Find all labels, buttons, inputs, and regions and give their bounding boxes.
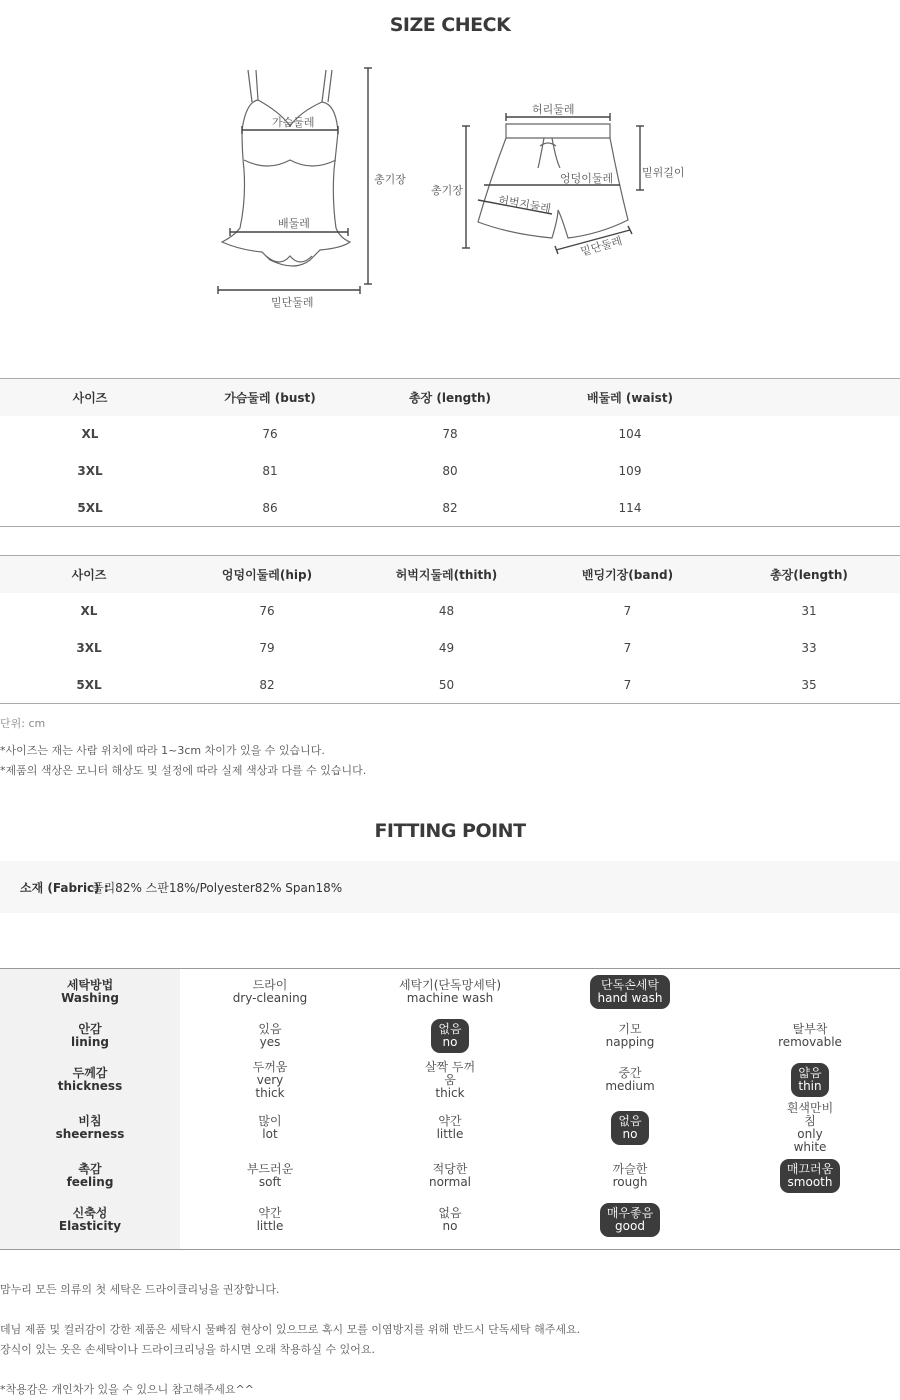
value-cell: 86: [262, 500, 278, 515]
fitting-option-en: only white: [793, 1127, 827, 1154]
fitting-option-selected: [780, 1159, 840, 1193]
fitting-option-en: removable: [778, 1035, 842, 1049]
value-cell: 49: [438, 641, 455, 655]
table-header-row: [0, 556, 900, 593]
label-length: 총기장: [374, 173, 406, 186]
label-shorts-hem: 밑단둘레: [579, 234, 624, 259]
fitting-option-en: rough: [612, 1175, 648, 1189]
label-waist: 배둘레: [278, 217, 310, 230]
decoration-note: 장식이 있는 옷은 손세탁이나 드라이크리닝을 하시면 오래 착용하실 수 있어요.: [0, 1343, 375, 1356]
header-cell: 배둘레 (waist): [540, 379, 720, 416]
fitting-option: [598, 1063, 661, 1097]
fit-feel-note: *착용감은 개인차가 있을 수 있으니 참고해주세요^^: [0, 1383, 254, 1396]
fitting-table: [0, 968, 900, 1250]
value-cell: 48: [438, 604, 455, 618]
fitting-option-en: no: [622, 1127, 638, 1141]
fabric-info: [0, 861, 900, 913]
fitting-option: [430, 1111, 471, 1145]
label-shorts-length: 총기장: [431, 184, 463, 197]
fitting-option-cell: [540, 1105, 720, 1151]
fitting-option-cell: [720, 1057, 900, 1103]
fabric-value: 폴리82% 스판18%/Polyester82% Span18%: [92, 881, 343, 895]
fitting-option-selected: [590, 975, 669, 1009]
fitting-option-en: thick: [435, 1085, 465, 1100]
fitting-option-en: soft: [258, 1175, 282, 1189]
color-note: *제품의 색상은 모니터 해상도 및 설정에 따라 실제 색상과 다를 수 있습니다.: [0, 764, 367, 777]
value-cell: [720, 490, 900, 527]
fitting-row-header: [0, 969, 180, 1015]
label-bust: 가슴둘레: [272, 116, 315, 129]
label-shorts-thigh: 허벅지둘레: [497, 193, 552, 216]
fitting-row-label-en: lining: [70, 1035, 109, 1049]
value-cell: 7: [623, 677, 632, 692]
fitting-option-en: thin: [798, 1079, 822, 1093]
fitting-row-label-en: Washing: [61, 991, 119, 1005]
fitting-option-ko: 드라이: [252, 978, 288, 992]
fitting-point-title: FITTING POINT: [374, 820, 526, 842]
fitting-option-selected: [431, 1019, 468, 1053]
header-cell: 총장(length): [718, 556, 900, 593]
value-cell: 82: [442, 500, 458, 515]
fitting-option: [415, 1057, 485, 1104]
fitting-row-label-ko: 세탁방법: [66, 978, 114, 992]
table-row: [0, 416, 900, 453]
fitting-row-label-en: sheerness: [55, 1127, 125, 1141]
fitting-row: [0, 1197, 900, 1243]
fitting-option-en: no: [442, 1035, 458, 1049]
fitting-option-ko: 까슬한: [612, 1162, 648, 1176]
fitting-option-en: little: [436, 1127, 464, 1141]
fitting-option-cell: [540, 1013, 720, 1059]
fitting-option: [251, 1019, 288, 1053]
fitting-option-en: dry-cleaning: [232, 991, 308, 1005]
value-cell: 7: [623, 641, 632, 655]
value-cell: 35: [801, 677, 817, 692]
label-shorts-hip: 엉덩이둘레: [560, 172, 614, 185]
fitting-row-header: [0, 1057, 180, 1103]
fitting-row: [0, 969, 900, 1015]
fitting-option-ko: 매우좋음: [606, 1206, 654, 1220]
fitting-option-selected: [611, 1111, 648, 1145]
table-row: [0, 630, 900, 667]
value-cell: 114: [618, 500, 642, 515]
header-cell: 밴딩기장(band): [537, 556, 718, 593]
fitting-option-ko: 얇음: [798, 1066, 822, 1080]
value-cell: 79: [259, 641, 275, 655]
fitting-option-en: little: [256, 1219, 284, 1233]
fitting-option: [226, 975, 315, 1009]
bottom-size-table: [0, 555, 900, 704]
fitting-row-label-ko: 촉감: [78, 1162, 102, 1176]
fitting-option-cell: [360, 1197, 540, 1243]
denim-note: 데님 제품 및 컬러감이 강한 제품은 세탁시 물빠짐 현상이 있으므로 혹시 모를 이염방지를 위해 반드시 단독세탁 해주세요.: [0, 1323, 581, 1336]
fitting-option-ko: 약간: [438, 1114, 462, 1128]
header-cell: 엉덩이둘레(hip): [178, 556, 356, 593]
fitting-option-en: no: [442, 1219, 458, 1233]
fitting-option-cell: [540, 1057, 720, 1103]
fitting-option-cell: [540, 1197, 720, 1243]
fitting-option-ko: 단독손세탁: [601, 978, 659, 992]
value-cell: 50: [438, 677, 455, 692]
fitting-row-header: [0, 1013, 180, 1059]
fitting-option-ko: 약간: [258, 1206, 282, 1220]
label-shorts-rise: 밑위길이: [642, 166, 685, 179]
fitting-option-cell: [360, 1057, 540, 1103]
value-cell: [720, 453, 900, 490]
fitting-row-label-en: feeling: [66, 1175, 114, 1189]
header-cell: 허벅지둘레(thith): [356, 556, 537, 593]
size-cell: 5XL: [77, 500, 103, 515]
value-cell: 82: [259, 677, 275, 692]
fitting-option: [235, 1057, 305, 1104]
care-note: 맘누리 모든 의류의 첫 세탁은 드라이클리닝을 권장합니다.: [0, 1283, 280, 1296]
label-hem: 밑단둘레: [271, 296, 314, 309]
value-cell: 80: [442, 464, 458, 478]
fitting-option-cell: [360, 969, 540, 1015]
fitting-option-cell: [360, 1013, 540, 1059]
fitting-row-header: [0, 1197, 180, 1243]
value-cell: 31: [801, 604, 817, 618]
fitting-option-en: very thick: [255, 1072, 285, 1100]
fitting-option: [775, 1098, 845, 1158]
value-cell: 76: [259, 604, 275, 618]
fitting-option-en: hand wash: [597, 991, 663, 1005]
fitting-option-cell: [720, 1197, 900, 1243]
fitting-row-label-en: Elasticity: [58, 1219, 122, 1233]
table-row: [0, 593, 900, 630]
fitting-option-ko: 살짝 두꺼움: [424, 1059, 476, 1087]
fitting-option: [771, 1019, 849, 1053]
fitting-option-ko: 매끄러움: [786, 1162, 834, 1176]
fitting-option-ko: 탈부착: [792, 1022, 828, 1036]
fitting-option-ko: 중간: [618, 1066, 642, 1080]
size-note: *사이즈는 재는 사람 위치에 따라 1~3cm 차이가 있을 수 있습니다.: [0, 744, 325, 757]
fitting-option-en: napping: [605, 1035, 655, 1049]
fitting-row-label-ko: 신축성: [72, 1206, 108, 1220]
table-row: [0, 453, 900, 490]
fitting-option-en: yes: [259, 1035, 281, 1049]
fitting-option-en: smooth: [787, 1175, 833, 1189]
size-cell: XL: [80, 604, 98, 618]
header-cell: 사이즈: [0, 379, 180, 416]
fabric-label: 소재 (Fabric) :: [20, 881, 109, 895]
fitting-option-en: good: [615, 1219, 645, 1233]
top-size-table: [0, 378, 900, 527]
fitting-row-header: [0, 1105, 180, 1151]
fitting-option-cell: [720, 969, 900, 1015]
table-row: [0, 667, 900, 704]
fitting-option-ko: 적당한: [432, 1162, 468, 1176]
fitting-row: [0, 1153, 900, 1199]
fitting-option: [392, 975, 508, 1009]
fitting-option-selected: [600, 1203, 660, 1237]
fitting-row-header: [0, 1153, 180, 1199]
value-cell: 33: [801, 641, 817, 655]
size-check-title: SIZE CHECK: [389, 14, 511, 36]
fitting-option-en: machine wash: [406, 991, 494, 1005]
size-cell: XL: [81, 427, 99, 441]
fitting-option: [599, 1019, 662, 1053]
fitting-option-ko: 많이: [258, 1114, 282, 1128]
fitting-option-cell: [540, 1153, 720, 1199]
fitting-option: [606, 1159, 655, 1193]
fitting-option-cell: [720, 1101, 900, 1154]
fitting-option: [431, 1203, 468, 1237]
fitting-option-cell: [720, 1153, 900, 1199]
fitting-option-cell: [360, 1105, 540, 1151]
size-cell: 3XL: [77, 464, 103, 478]
fitting-option-ko: 기모: [618, 1022, 642, 1036]
fitting-option-cell: [180, 1105, 360, 1151]
header-cell: 총장 (length): [360, 379, 540, 416]
fitting-option-ko: 없음: [438, 1022, 462, 1036]
fitting-option-cell: [180, 969, 360, 1015]
fitting-option-cell: [180, 1057, 360, 1103]
fitting-option: [250, 1203, 291, 1237]
fitting-row-label-en: thickness: [57, 1079, 123, 1093]
fitting-option-ko: 두꺼움: [252, 1059, 288, 1074]
size-cell: 3XL: [76, 641, 102, 655]
fitting-option-en: normal: [428, 1175, 472, 1189]
fitting-option-en: medium: [605, 1079, 655, 1093]
fitting-row: [0, 1057, 900, 1103]
fitting-row: [0, 1013, 900, 1059]
fitting-option: [422, 1159, 478, 1193]
fitting-option-en: lot: [262, 1127, 278, 1141]
swimsuit-diagram: [200, 60, 440, 320]
fitting-option-ko: 부드러운: [246, 1162, 294, 1176]
fitting-row-label-ko: 두께감: [72, 1066, 108, 1080]
fitting-row-label-ko: 안감: [78, 1022, 102, 1036]
value-cell: 78: [442, 427, 458, 441]
fitting-option-cell: [360, 1153, 540, 1199]
fitting-option-cell: [180, 1153, 360, 1199]
fitting-option-cell: [720, 1013, 900, 1059]
value-cell: 7: [623, 604, 632, 618]
header-cell: [720, 379, 900, 416]
size-cell: 5XL: [76, 677, 102, 692]
value-cell: [720, 416, 900, 453]
unit-label: 단위: cm: [0, 717, 46, 730]
header-cell: 가슴둘레 (bust): [180, 379, 360, 416]
table-row: [0, 490, 900, 527]
fitting-row: [0, 1101, 900, 1154]
value-cell: 104: [618, 427, 642, 441]
value-cell: 109: [618, 464, 642, 478]
fitting-option-ko: 있음: [258, 1022, 282, 1036]
fitting-option-cell: [540, 969, 720, 1015]
fitting-option-cell: [180, 1013, 360, 1059]
label-shorts-waist: 허리둘레: [532, 103, 575, 116]
fitting-option-selected: [791, 1063, 828, 1097]
value-cell: 81: [262, 464, 278, 478]
table-header-row: [0, 379, 900, 416]
fitting-option: [240, 1159, 300, 1193]
fitting-option-ko: 세탁기(단독망세탁): [398, 978, 502, 992]
value-cell: 76: [262, 427, 278, 441]
fitting-option-ko: 없음: [438, 1206, 462, 1220]
fitting-option: [251, 1111, 288, 1145]
fitting-option-ko: 흰색만비침: [786, 1101, 834, 1128]
fitting-row-label-ko: 비침: [78, 1114, 102, 1128]
fitting-option-cell: [180, 1197, 360, 1243]
header-cell: 사이즈: [0, 556, 178, 593]
fitting-option-ko: 없음: [618, 1114, 642, 1128]
